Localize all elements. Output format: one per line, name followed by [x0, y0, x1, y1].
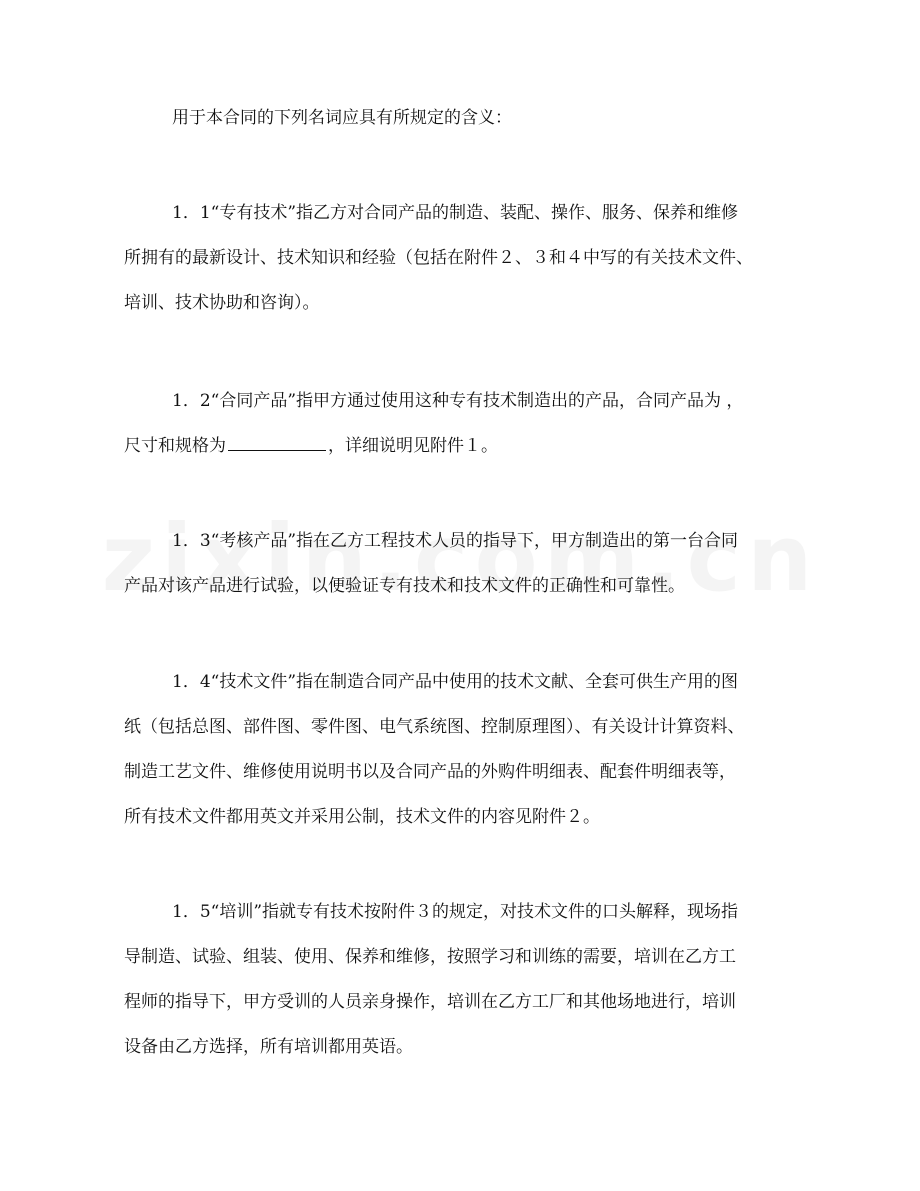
clause-line: 所有技术文件都用英文并采用公制，技术文件的内容见附件２。 [124, 807, 600, 827]
clause-1-2 [124, 379, 750, 469]
clause-1-3 [124, 519, 750, 609]
intro-line: 用于本合同的下列名词应具有所规定的含义： [172, 108, 512, 128]
clause-line: 程师的指导下，甲方受训的人员亲身操作，培训在乙方工厂和其他场地进行，培训 [124, 992, 736, 1012]
clause-line: 产品对该产品进行试验，以便验证专有技术和技术文件的正确性和可靠性。 [124, 576, 685, 596]
clause-line: 制造工艺文件、维修使用说明书以及合同产品的外购件明细表、配套件明细表等， [124, 762, 736, 782]
clause-line: 1．5“培训”指就专有技术按附件３的规定，对技术文件的口头解释，现场指 [172, 902, 739, 922]
clause-1-5 [124, 890, 750, 1070]
size-spec-label: 尺寸和规格为 [124, 436, 226, 456]
clause-line: 1．2“合同产品”指甲方通过使用这种专有技术制造出的产品，合同产品为 ， [172, 391, 744, 411]
intro-paragraph [172, 96, 750, 141]
clause-line: 纸（包括总图、部件图、零件图、电气系统图、控制原理图）、有关设计计算资料、 [124, 717, 745, 737]
clause-line [124, 424, 750, 469]
clause-line: 1．1“专有技术”指乙方对合同产品的制造、装配、操作、服务、保养和维修 [172, 203, 739, 223]
clause-line: 1．4“技术文件”指在制造合同产品中使用的技术文献、全套可供生产用的图 [172, 672, 739, 692]
clause-1-4 [124, 660, 750, 840]
clause-1-1 [124, 191, 753, 326]
clause-line: 所拥有的最新设计、技术知识和经验（包括在附件２、３和４中写的有关技术文件、 [124, 248, 753, 268]
clause-line: 设备由乙方选择，所有培训都用英语。 [124, 1037, 413, 1057]
clause-line: 导制造、试验、组装、使用、保养和维修，按照学习和训练的需要，培训在乙方工 [124, 947, 736, 967]
clause-line: 培训、技术协助和咨询）。 [124, 293, 320, 313]
size-spec-blank [228, 434, 326, 451]
clause-line: 1．3“考核产品”指在乙方工程技术人员的指导下，甲方制造出的第一台合同 [172, 531, 739, 551]
size-spec-suffix: ，详细说明见附件１。 [328, 436, 498, 456]
